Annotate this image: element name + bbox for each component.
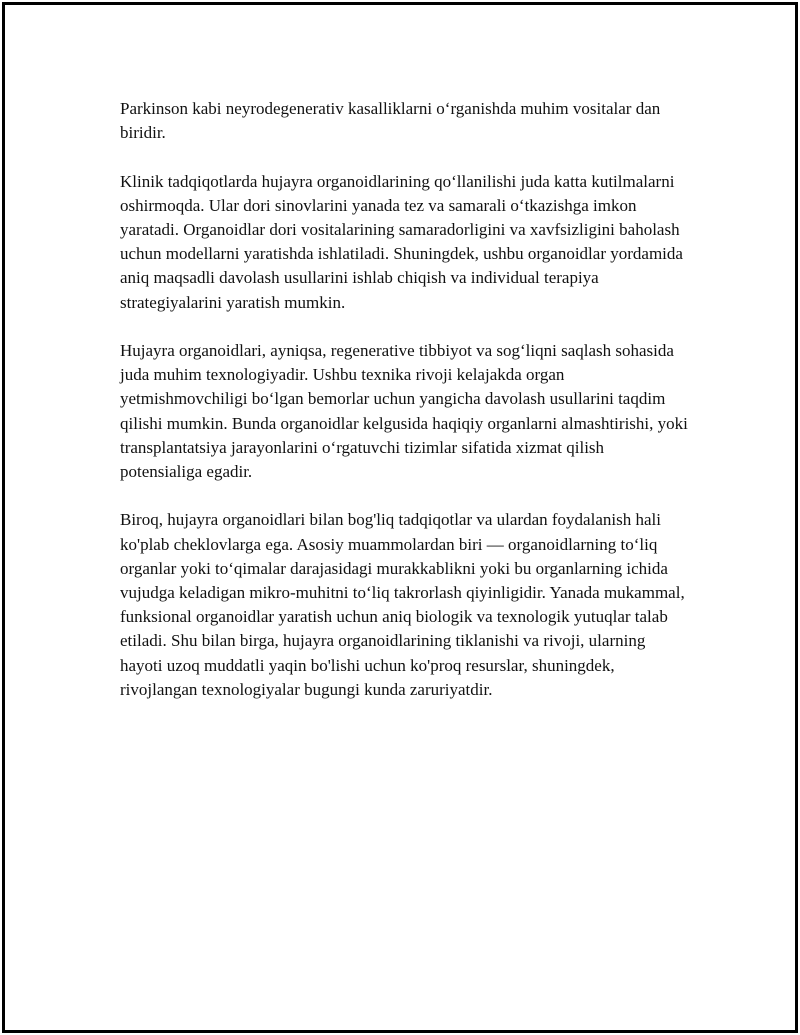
paragraph-1: Parkinson kabi neyrodegenerativ kasalliklarni o‘rganishda muhim vositalar dan biridir. [120,99,661,143]
paragraph-2: Klinik tadqiqotlarda hujayra organoidlarining qo‘llanilishi juda katta kutilmalarni oshirmoqda. Ular dori sinovlarini yanada tez va samarali o‘tkazishga imkon yaratadi. Organoidlar dori vositalarining samaradorligini va xavfsizligini baholash uchun modellarni yaratishda ishlatiladi. Shuningdek, ushbu organoidlar yordamida aniq maqsadli davolash usullarini ishlab chiqish va individual terapiya strategiyalarini yaratish mumkin. [120,171,683,312]
document-page [2,2,798,1033]
document-body [120,97,690,726]
paragraph-4: Biroq, hujayra organoidlari bilan bog'liq tadqiqotlar va ulardan foydalanish hali ko'plab cheklovlarga ega. Asosiy muammolardan biri — organoidlarning to‘liq organlar yoki to‘qimalar darajasidagi murakkablikni yoki bu organlarning ichida vujudga keladigan mikro-muhitni to‘liq takrorlash qiyinligidir. Yanada mukammal, funksional organoidlar yaratish uchun aniq biologik va texnologik yutuqlar talab etiladi. Shu bilan birga, hujayra organoidlarining tiklanishi va rivoji, ularning hayoti uzoq muddatli yaqin bo'lishi uchun ko'proq resurslar, shuningdek, rivojlangan texnologiyalar bugungi kunda zaruriyatdir. [120,510,685,699]
paragraph-3: Hujayra organoidlari, ayniqsa, regenerative tibbiyot va sog‘liqni saqlash sohasida juda muhim texnologiyadir. Ushbu texnika rivoji kelajakda organ yetmishmovchiligi bo‘lgan bemorlar uchun yangicha davolash usullarini taqdim qilishi mumkin. Bunda organoidlar kelgusida haqiqiy organlarni almashtirishi, yoki transplantatsiya jarayonlarini o‘rgatuvchi tizimlar sifatida xizmat qilish potensialiga egadir. [120,341,688,482]
